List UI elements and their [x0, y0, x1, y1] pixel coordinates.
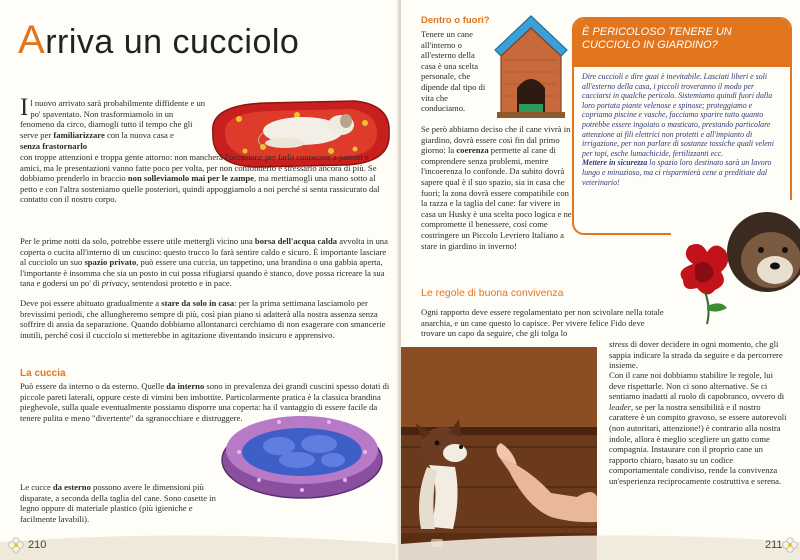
seg: non solleviamolo mai per le zampe — [127, 173, 254, 184]
seg: spazio privato — [84, 257, 137, 268]
stress-paragraph — [609, 339, 789, 371]
seg: borsa dell'acqua calda — [254, 236, 338, 246]
seg: sono in prevalenza dei grandi cuscini spesso dotati di piccole pareti laterali, oppure ceste di vimini ben imbottite. Particolarmente pratica è la classica brandina pieghevole, sulla quale eventualmente possiamo disporre una coperta: ha il vantaggio di essere facile da tenere pulita e meno "divertente" da sgranocchiare e distruggere. — [20, 381, 390, 423]
hand-and-puppy-photo — [401, 347, 597, 560]
info-box-title: È PERICOLOSO TENERE UN CUCCIOLO IN GIARDINO? — [574, 19, 790, 67]
seg: : per la prima settimana lasciamolo per brevissimi periodi, che allungheremo sempre di più, così pian piano si adatterà alla nostra assenza senza soffrire di ansia da separazione. Quando dobbiamo allontanarci cerchiamo di non esagerare con smancerie inutili, perché così il cucciolo si metterebbe in agitazione diventando insicuro e apprensivo. — [20, 298, 386, 340]
seg: familiarizzare — [53, 129, 105, 140]
title-text: rriva un cucciolo — [45, 23, 300, 61]
seg: avvolta in una coperta o cucita all'interno di un cuscino: questo trucco lo farà sentire caldo e sicuro. È importante lasciare al cucciolo un suo — [20, 236, 388, 268]
flower-icon — [8, 537, 24, 553]
seg: , se per la nostra sensibilità e il nostro carattere è un compito gravoso, se essere autorevoli (non autoritari, attenzione!) è contrario alla nostra indole, allora è meglio scegliere un gatto come compagnia. Instaurare con il proprio cane un rapporto chiaro, basato su un codice comportamentale condiviso, rende la convivenza un'esperienza reciprocamente costruttiva e serena. — [609, 401, 787, 486]
right-page — [401, 0, 800, 560]
seg: , può essere una cuccia, un tappetino, una brandina o una gabbia aperta, l'importante è insomma che sia un posto in cui possa rifugiarsi quando è stanco, dove possa ricreare la sua tana e godersi un po' di — [20, 257, 385, 289]
seg: di dover decidere in ogni momento, che gli sappia indicare la strada da seguire e da percorrere insieme. — [609, 339, 783, 371]
seg: possono avere le dimensioni più disparate, a seconda della taglia del cane. Sono casette in legno oppure di materiale plastico (più igieniche e facilmente lavabili). — [20, 482, 216, 524]
seg: Per le prime notti da solo, potrebbe essere utile mettergli vicino una — [20, 236, 255, 246]
seg: stare da solo in casa — [161, 298, 235, 308]
paragraph-2 — [20, 236, 392, 289]
seg: leader — [609, 401, 631, 412]
seg: Può essere da interno o da esterno. Quelle — [20, 381, 167, 391]
seg: , sentendosi protetto e in pace. — [127, 278, 232, 289]
seg: , ma mettiamogli una mano sotto al petto e con l'altra sosteniamo quelle posteriori, quindi appoggiamolo a noi perché si senta rassicurato dal contatto con il nostro corpo. — [20, 173, 380, 205]
page-number-right: 211 — [765, 539, 783, 551]
info-box-text — [582, 72, 782, 187]
seg: privacy — [101, 278, 128, 289]
puppy-with-flower-photo — [671, 200, 800, 330]
page-footer-band-right — [401, 532, 800, 560]
seg: permette al cane di comprendere senza problemi, mentre l'incoerenza lo confonde. Da subito dovrà sapere qual è il suo spazio, sia in casa che fuori; la zona dovrà essere compatibile con la razza e la taglia del cane: far vivere in casa un Husky è una scelta poco logica e ne compromette il benessere, così come costringere un Piccolo Levriero Italiano a stare in giardino in inverno! — [421, 145, 572, 251]
paragraph-3 — [20, 298, 392, 340]
seg: Dire cuccioli e dire guai è inevitabile. Lasciati liberi e soli all'esterno della casa, i piccoli troveranno il modo per cacciarsi in qualche pericolo. Sistemiamo quindi fuori dalla loro portata piante velenose e spinose; proteggiamo e copriamo piscine e vasche, facciamo sparire tutto quanto potrebbe essere ingoiato o masticato, prestando particolare attenzione ai fili elettrici non protetti e all'impianto di irrigazione, per non parlare di sostanze tossiche quali veleni per topi, esche lumachicide, fertilizzanti ecc. — [582, 72, 774, 158]
intro-paragraph-b2 — [20, 141, 206, 152]
paw-icon — [782, 537, 798, 553]
left-page — [0, 0, 399, 560]
seg: coerenza — [456, 145, 489, 156]
seg: da interno — [166, 381, 205, 391]
seg: Deve poi essere abituato gradualmente a — [20, 298, 162, 308]
regole-paragraph — [421, 307, 669, 339]
seg: Tenere un cane all'interno o all'esterno della casa è una scelta personale, che dipende dal tipo di vita che conduciamo. — [421, 29, 486, 114]
esterno-paragraph — [20, 482, 218, 524]
seg: Mettere in sicurezza — [582, 158, 648, 168]
section-title-dentro-fuori: Dentro o fuori? — [421, 15, 490, 26]
page-number-left: 210 — [28, 539, 47, 551]
seg: Ogni rapporto deve essere regolamentato per non scivolare nella totale anarchia, e un cane questo lo capisce. Per vivere felice Fido deve trovare un capo da seguire, che gli tolga lo — [421, 307, 664, 339]
seg: stress — [609, 339, 629, 349]
page-footer-band — [0, 532, 399, 560]
seg: lo spazio loro destinato sarà un lavoro lungo e minuzioso, ma ci risparmierà cene a preditiate dal veterinario! — [582, 158, 772, 187]
section-title-cuccia: La cuccia — [20, 368, 66, 379]
intro-paragraph-c — [20, 152, 392, 205]
seg: l nuovo arrivato sarà probabilmente diffidente e un po' spaventato. Non trasformiamolo in un fenomeno da circo, diamogli tutto il tempo che gli serve per — [20, 98, 206, 140]
seg: senza frastornarlo — [20, 141, 88, 151]
page-title — [18, 18, 299, 63]
title-initial: A — [18, 18, 46, 62]
leader-paragraph — [609, 370, 789, 487]
coerenza-paragraph — [421, 124, 575, 251]
seg: con la nuova casa e — [104, 129, 174, 140]
drop-cap: I — [20, 94, 29, 121]
seg: Le cucce — [20, 482, 53, 492]
seg: Con il cane noi dobbiamo stabilire le regole, lui deve rispettarle. Non ci sono alternative. Se ci sentiamo inadatti al ruolo di capobranco, ovvero di — [609, 370, 785, 402]
seg: con troppe attenzioni e troppa gente attorno: non mancherà l'occasione per farlo conoscere a parenti e amici, ma le presentazioni vanno fatte poco per volta, per non confonderlo e stressarlo ancora di più. Se dobbiamo prenderlo in braccio — [20, 152, 377, 184]
doghouse-illustration — [487, 10, 573, 122]
section-title-regole: Le regole di buona convivenza — [421, 287, 564, 299]
dog-bed-illustration — [219, 400, 385, 502]
narrow-paragraph — [421, 29, 487, 114]
seg: da esterno — [52, 482, 91, 492]
intro-paragraph-a — [20, 94, 206, 140]
seg: Se però abbiamo deciso che il cane vivrà in giardino, dovrà essere così fin dal primo giorno: la — [421, 124, 571, 156]
